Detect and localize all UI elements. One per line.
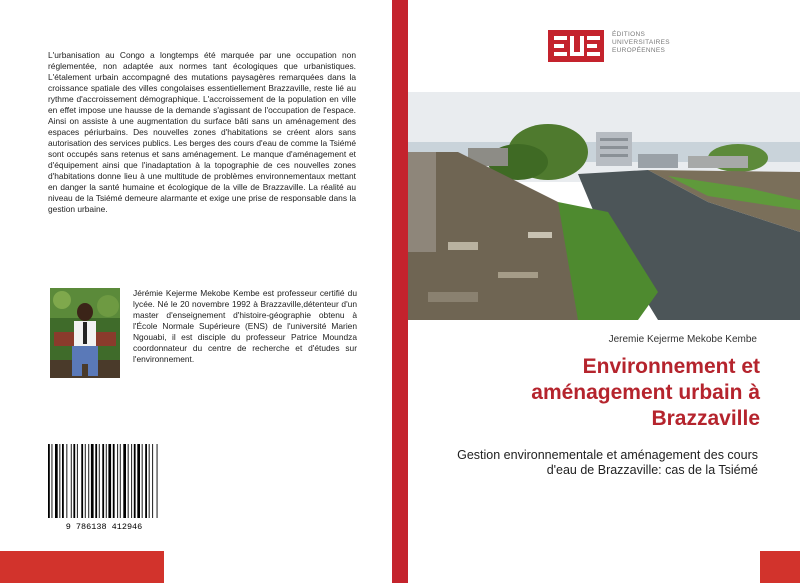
- publisher-line-3: EUROPÉENNES: [612, 47, 666, 54]
- isbn-barcode: [42, 440, 166, 532]
- front-red-band: [760, 551, 800, 583]
- book-spine: [392, 0, 408, 583]
- cover-photo: [408, 92, 800, 320]
- publisher-line-1: ÉDITIONS: [612, 31, 646, 38]
- publisher-logo: [548, 28, 606, 64]
- author-photo: [50, 288, 120, 378]
- back-red-band: [0, 551, 164, 583]
- publisher-line-2: UNIVERSITAIRES: [612, 39, 670, 46]
- isbn-digits: 9 786138 412946: [65, 522, 143, 532]
- front-author: Jeremie Kejerme Mekobe Kembe: [608, 334, 757, 345]
- publisher-name: [612, 31, 670, 55]
- author-bio: Jérémie Kejerme Mekobe Kembe est professeur certifié du lycée. Né le 20 novembre 1992 à Brazzaville,détenteur d'un master d'enseignement d'histoire-géographie obtenu à l'École Normale Supérieure (ENS) de l'université Marien Ngouabi, il est disciple du professeur Patrice Moundza coordonnateur du centre de recherche et d'études sur l'environnement.: [133, 288, 357, 364]
- book-subtitle: Gestion environnementale et aménagement des cours d'eau de Brazzaville: cas de la Tsiémé: [457, 448, 758, 477]
- book-title: Environnement et aménagement urbain à Brazzaville: [531, 355, 760, 430]
- back-cover-summary: L'urbanisation au Congo a longtemps été marquée par une occupation non réglementée, non adaptée aux normes tant écologiques que urbanistiques. L'étalement urbain accompagné des mutations paysagères remarquées dans la croissance spatiale des villes congolaises essentiellement Brazzaville, reste lié au rythme d'accroissement démographique. L'accroissement de la population en ville en effet impose une hausse de la demande s'agissant de l'occupation de l'espace. Ainsi on assiste à une augmentation du surface bâti sans un aménagement des espaces périurbains. Des nouvelles zones d'habitations se créent alors sans autorisation des services publics. Les berges des cours d'eau de comme la Tsiémé sont occupés sans retenus et sans aménagement. Le manque d'aménagement et d'équipement ainsi que l'inadaptation à la topographie de ces nouvelles zones d'habitations donne lieu à une multitude de problèmes environnementaux mettant en danger la santé humaine et écologique de la ville de Brazzaville. La réalité au niveau de la Tsiémé demeure alarmante et exige une prise de responsable dans la gestion urbaine.: [48, 50, 356, 214]
